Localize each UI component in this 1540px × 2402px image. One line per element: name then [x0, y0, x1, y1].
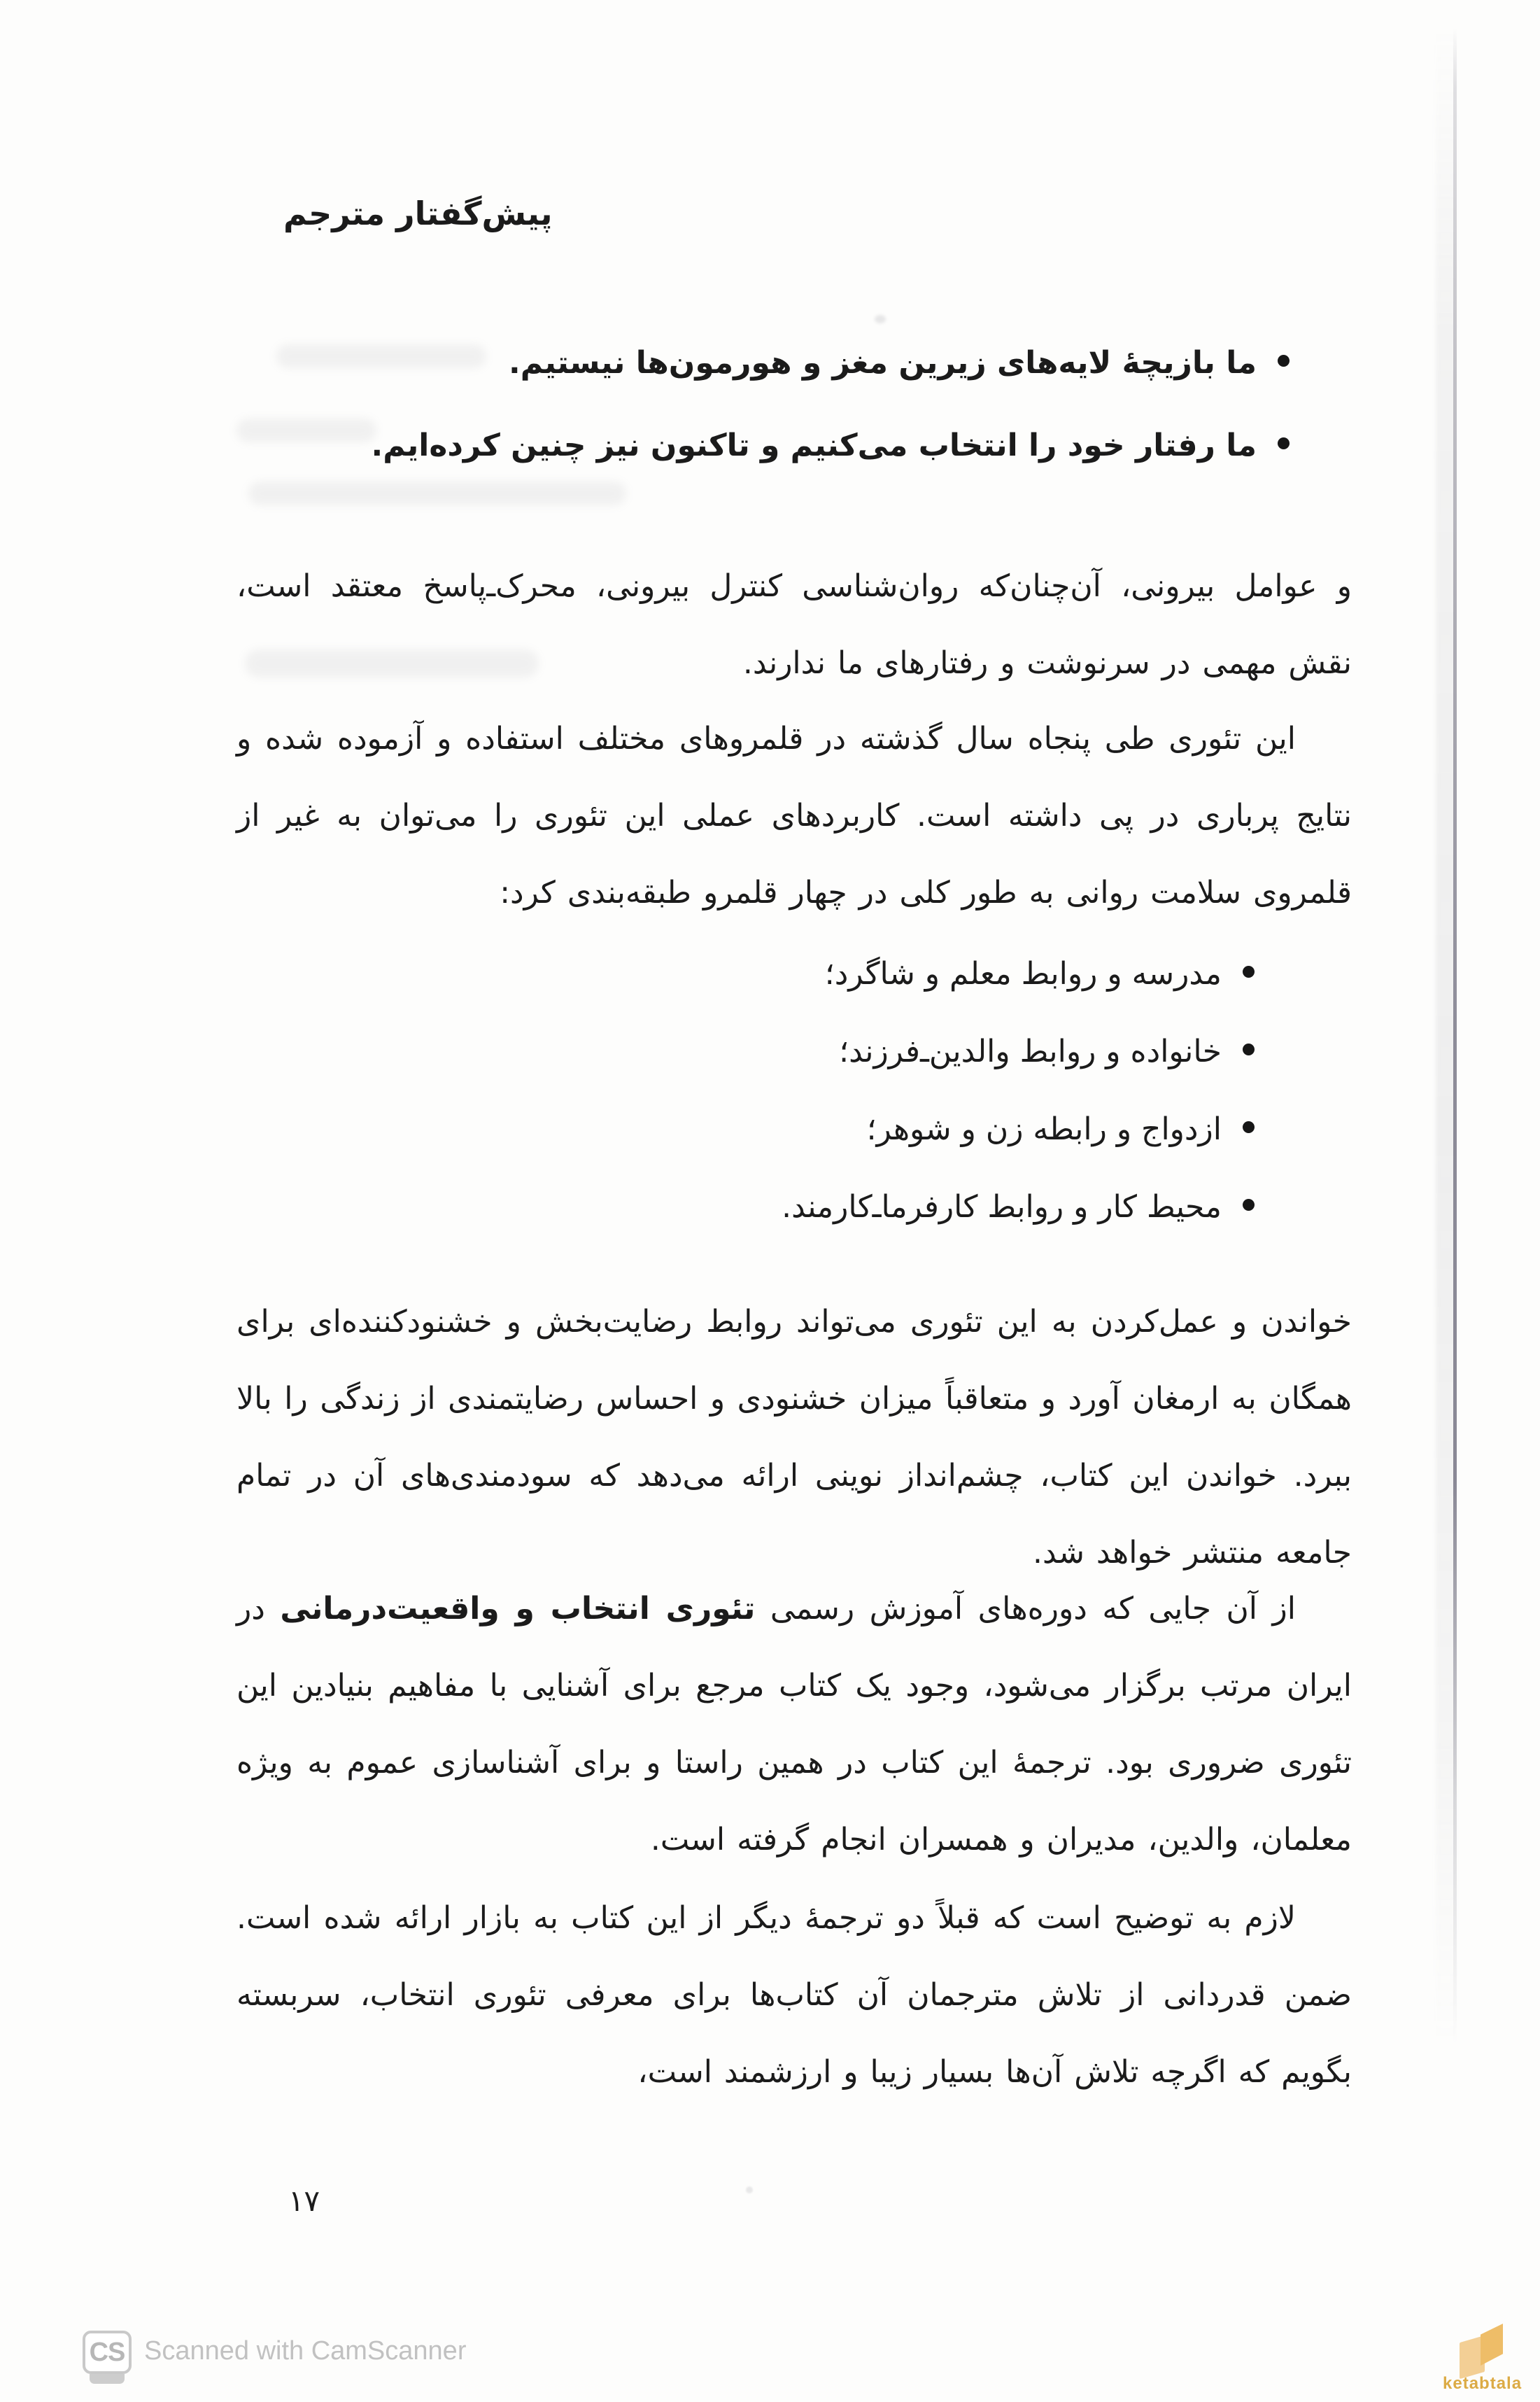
page-number: ۱۷: [288, 2184, 320, 2218]
domain-bullet-list: [782, 935, 1255, 1246]
camscanner-badge-icon: CS: [83, 2331, 132, 2374]
bullet-icon: [1243, 1121, 1255, 1133]
paragraph-text: در ایران مرتب برگزار می‌شود، وجود یک کتاب مرجع برای آشنایی با مفاهیم بنیادین این تئوری ضروری بود. ترجمهٔ این کتاب در همین راستا و برای آشناسازی عموم به ویژه معلمان، والدین، مدیران و همسران انجام گرفته است.: [236, 1591, 1352, 1857]
list-item: [782, 1168, 1255, 1246]
bullet-icon: [1243, 1044, 1255, 1055]
scan-artifact: [236, 419, 376, 442]
list-item: [372, 322, 1290, 405]
paragraph-external-factors: و عوامل بیرونی، آن‌چنان‌که روان‌شناسی کنترل بیرونی، محرک‌ـ‌پاسخ معتقد است، نقش مهمی در سرنوشت و رفتارهای ما ندارند.: [236, 568, 1352, 681]
list-item: [782, 935, 1255, 1013]
camscanner-watermark-text: Scanned with CamScanner: [144, 2336, 467, 2366]
belief-bullet-list: [372, 322, 1290, 487]
paragraph-previous-translations: لازم به توضیح است که قبلاً دو ترجمهٔ دیگر از این کتاب به بازار ارائه شده است. ضمن قدردانی از تلاش مترجمان آن کتاب‌ها برای معرفی تئوری انتخاب، سربسته بگویم که اگرچه تلاش آن‌ها بسیار زیبا و ارزشمند است،: [236, 1900, 1352, 2090]
bullet-icon: [1278, 437, 1290, 449]
scan-speck: [746, 2186, 753, 2193]
paragraph-theory-history: این تئوری طی پنجاه سال گذشته در قلمروهای مختلف استفاده و آزموده شده و نتایج پرباری در پی داشته است. کاربردهای عملی این تئوری را می‌توان به غیر از قلمروی سلامت روانی به طور کلی در چهار قلمرو طبقه‌بندی کرد:: [236, 721, 1352, 911]
paragraph-translation-reason: [236, 1571, 1352, 1878]
page-fold-line: [1453, 28, 1457, 2044]
bullet-item-text: ما رفتار خود را انتخاب می‌کنیم و تاکنون نیز چنین کرده‌ایم.: [371, 428, 1257, 463]
paragraph-text: از آن جایی که دوره‌های آموزش رسمی: [755, 1591, 1296, 1627]
bullet-icon: [1278, 355, 1290, 367]
running-header: پیش‌گفتار مترجم: [283, 195, 553, 232]
camscanner-badge-tab: [90, 2374, 125, 2384]
bullet-icon: [1243, 966, 1255, 978]
bullet-item-text: خانواده و روابط والدین‌ـ‌فرزند؛: [839, 1034, 1222, 1069]
bullet-item-text: ما بازیچهٔ لایه‌های زیرین مغز و هورمون‌ها نیستیم.: [509, 345, 1257, 381]
bullet-item-text: محیط کار و روابط کارفرما‌ـ‌کارمند.: [782, 1189, 1222, 1225]
list-item: [372, 405, 1290, 487]
list-item: [782, 1013, 1255, 1090]
bullet-icon: [1243, 1199, 1255, 1211]
logo-flag-shape: [1481, 2324, 1503, 2366]
bullet-item-text: ازدواج و رابطه زن و شوهر؛: [866, 1111, 1222, 1147]
paragraph-bold-term: تئوری انتخاب و واقعیت‌درمانی: [280, 1591, 756, 1627]
paragraph-benefits: خواندن و عمل‌کردن به این تئوری می‌تواند روابط رضایت‌بخش و خشنودکننده‌ای برای همگان به ارمغان آورد و متعاقباً میزان خشنودی و احساس رضایتمندی از زندگی را بالا ببرد. خواندن این کتاب، چشم‌انداز نوینی ارائه می‌دهد که سودمندی‌های آن در تمام جامعه منتشر خواهد شد.: [236, 1304, 1352, 1571]
ketabtala-logo-text: ketabtala: [1443, 2374, 1523, 2393]
list-item: [782, 1090, 1255, 1168]
page-fold-shadow: [1436, 28, 1455, 2044]
ketabtala-book-icon: [1460, 2324, 1504, 2374]
bullet-item-text: مدرسه و روابط معلم و شاگرد؛: [824, 956, 1222, 992]
ketabtala-logo: [1443, 2324, 1523, 2394]
